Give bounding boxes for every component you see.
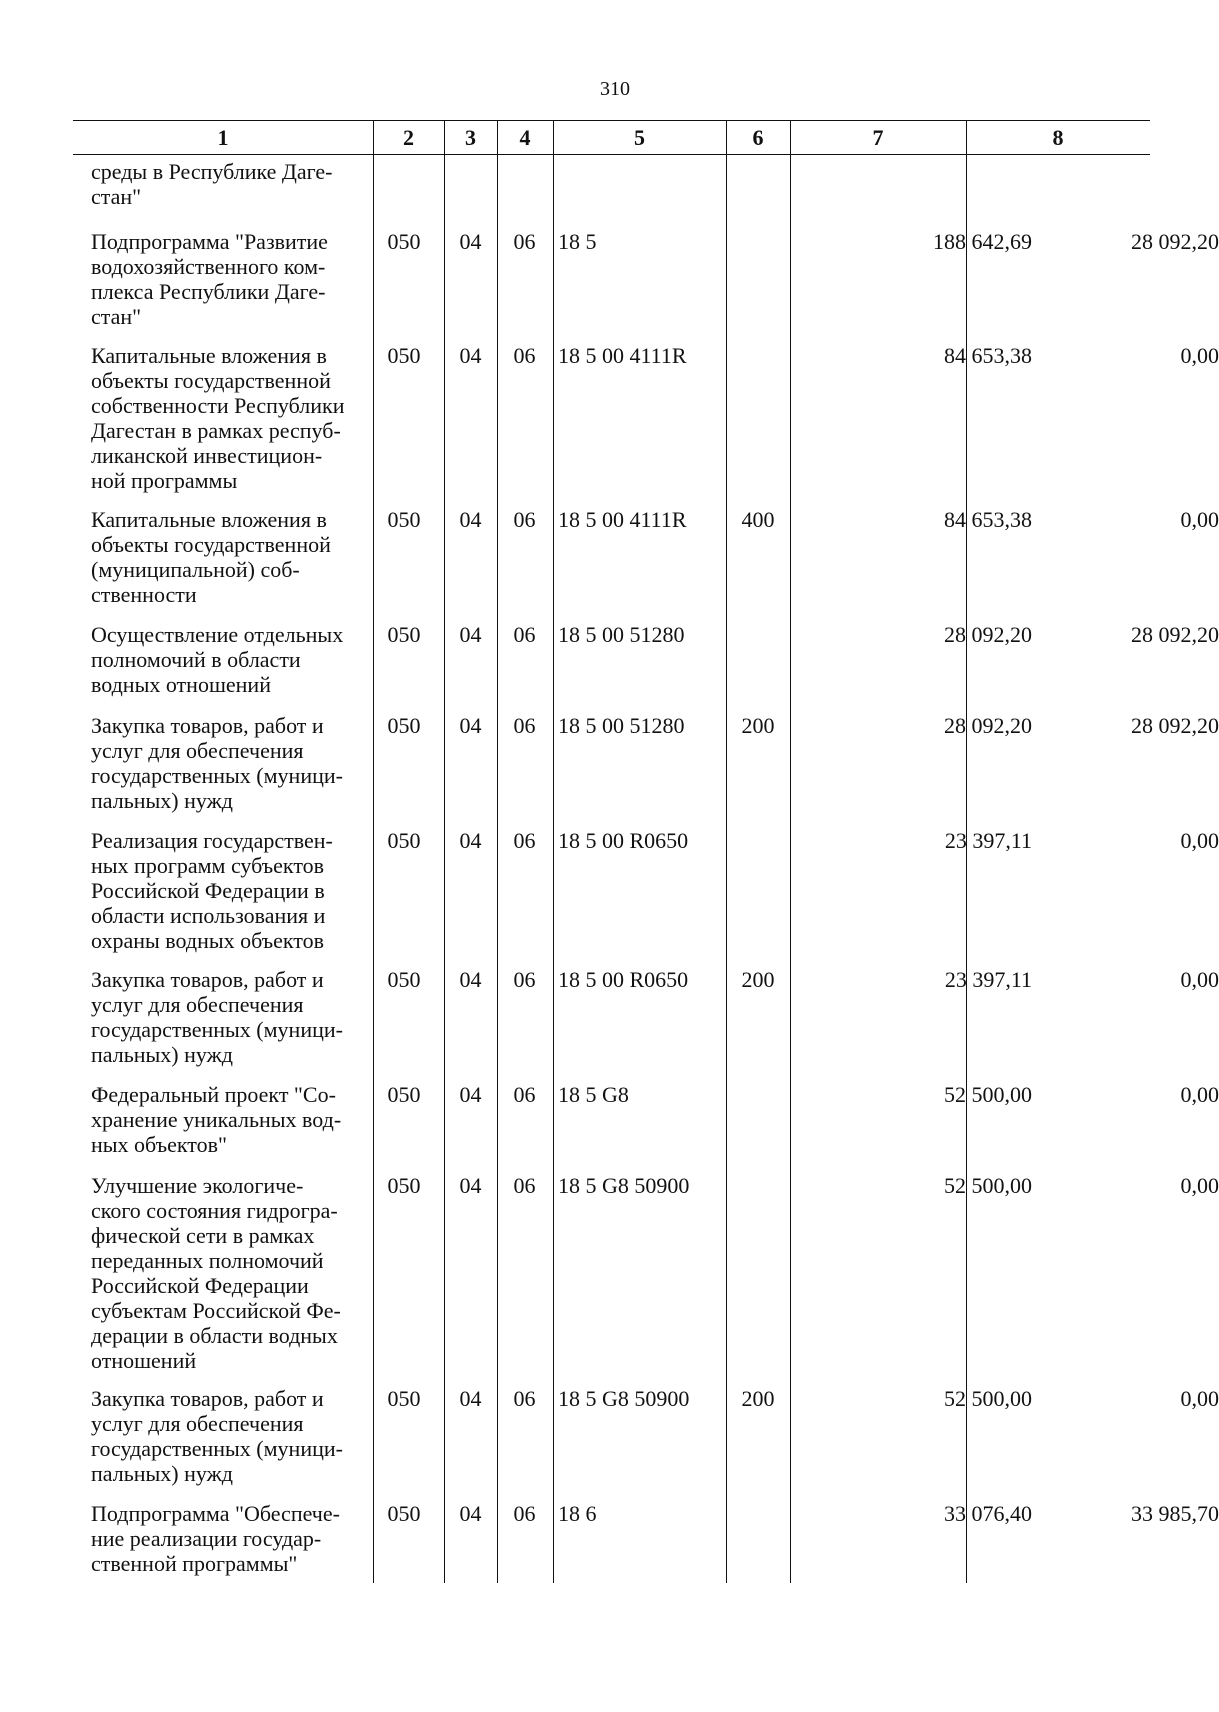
column-divider — [553, 121, 554, 1583]
cell-col-6: 400 — [741, 507, 775, 532]
cell-col-8: 0,00 — [1180, 1386, 1219, 1411]
cell-col-7: 23 397,11 — [944, 967, 1032, 992]
cell-col-3: 04 — [459, 229, 482, 254]
cell-col-5: 18 5 G8 50900 — [558, 1386, 690, 1411]
cell-col-2: 050 — [387, 967, 421, 992]
cell-col-7: 52 500,00 — [944, 1082, 1032, 1107]
cell-col-5: 18 5 00 51280 — [558, 713, 685, 738]
row-label: Подпрограмма "Обеспече- ние реализации государ- ственной программы" — [91, 1501, 340, 1576]
cell-col-8: 0,00 — [1180, 967, 1219, 992]
page-number: 310 — [600, 78, 630, 100]
cell-col-4: 06 — [513, 713, 536, 738]
cell-col-4: 06 — [513, 1501, 536, 1526]
cell-col-7: 23 397,11 — [944, 828, 1032, 853]
cell-col-3: 04 — [459, 1173, 482, 1198]
column-header-4: 4 — [519, 125, 531, 150]
cell-col-8: 0,00 — [1180, 1082, 1219, 1107]
cell-col-3: 04 — [459, 967, 482, 992]
cell-col-5: 18 5 00 51280 — [558, 622, 685, 647]
cell-col-3: 04 — [459, 622, 482, 647]
cell-col-7: 33 076,40 — [944, 1501, 1032, 1526]
cell-col-8: 0,00 — [1180, 343, 1219, 368]
cell-col-2: 050 — [387, 229, 421, 254]
cell-col-6: 200 — [741, 1386, 775, 1411]
column-header-3: 3 — [465, 125, 476, 150]
budget-table — [73, 120, 1219, 1583]
row-label: Реализация государствен- ных программ субъектов Российской Федерации в области использования и охраны водных объектов — [91, 828, 333, 953]
cell-col-5: 18 5 00 R0650 — [558, 967, 689, 992]
cell-col-2: 050 — [387, 507, 421, 532]
cell-col-2: 050 — [387, 1386, 421, 1411]
cell-col-2: 050 — [387, 1173, 421, 1198]
row-label: Капитальные вложения в объекты государственной (муниципальной) соб- ственности — [91, 507, 331, 607]
cell-col-4: 06 — [513, 229, 536, 254]
cell-col-4: 06 — [513, 1082, 536, 1107]
cell-col-4: 06 — [513, 507, 536, 532]
cell-col-7: 84 653,38 — [944, 343, 1032, 368]
cell-col-2: 050 — [387, 622, 421, 647]
cell-col-8: 0,00 — [1180, 828, 1219, 853]
cell-col-7: 188 642,69 — [933, 229, 1032, 254]
cell-col-5: 18 5 00 4111R — [558, 343, 687, 368]
cell-col-7: 28 092,20 — [944, 713, 1032, 738]
column-header-5: 5 — [634, 125, 645, 150]
cell-col-2: 050 — [387, 343, 421, 368]
row-label: Закупка товаров, работ и услуг для обеспечения государственных (муници- пальных) нужд — [91, 1386, 343, 1486]
cell-col-6: 200 — [741, 967, 775, 992]
row-label: Закупка товаров, работ и услуг для обеспечения государственных (муници- пальных) нужд — [91, 713, 343, 813]
cell-col-6: 200 — [741, 713, 775, 738]
row-label: Улучшение экологиче- ского состояния гидрогра- фической сети в рамках переданных полномочий Российской Федерации субъектам Российской Фе- дерации в области водных отношений — [91, 1173, 341, 1373]
cell-col-2: 050 — [387, 1501, 421, 1526]
cell-col-8: 0,00 — [1180, 507, 1219, 532]
cell-col-4: 06 — [513, 828, 536, 853]
cell-col-3: 04 — [459, 507, 482, 532]
row-label: Федеральный проект "Со- хранение уникальных вод- ных объектов" — [91, 1082, 342, 1157]
cell-col-8: 0,00 — [1180, 1173, 1219, 1198]
row-label: Закупка товаров, работ и услуг для обеспечения государственных (муници- пальных) нужд — [91, 967, 343, 1067]
column-header-8: 8 — [1052, 125, 1064, 150]
cell-col-3: 04 — [459, 343, 482, 368]
cell-col-5: 18 5 — [558, 229, 597, 254]
column-header-7: 7 — [872, 125, 884, 150]
cell-col-5: 18 5 00 R0650 — [558, 828, 689, 853]
column-header-2: 2 — [403, 125, 414, 150]
cell-col-5: 18 5 00 4111R — [558, 507, 687, 532]
cell-col-7: 52 500,00 — [944, 1173, 1032, 1198]
cell-col-7: 28 092,20 — [944, 622, 1032, 647]
cell-col-2: 050 — [387, 828, 421, 853]
cell-col-3: 04 — [459, 1082, 482, 1107]
cell-col-3: 04 — [459, 1386, 482, 1411]
cell-col-2: 050 — [387, 713, 421, 738]
cell-col-8: 28 092,20 — [1131, 622, 1219, 647]
row-label: Капитальные вложения в объекты государственной собственности Республики Дагестан в рамках респуб- ликанской инвестицион- ной программы — [91, 343, 345, 493]
cell-col-7: 52 500,00 — [944, 1386, 1032, 1411]
row-label: Подпрограмма "Развитие водохозяйственного ком- плекса Республики Даге- стан" — [91, 229, 328, 329]
cell-col-3: 04 — [459, 1501, 482, 1526]
cell-col-7: 84 653,38 — [944, 507, 1032, 532]
cell-col-8: 28 092,20 — [1131, 229, 1219, 254]
cell-col-4: 06 — [513, 1386, 536, 1411]
column-header-1: 1 — [217, 125, 229, 150]
cell-col-4: 06 — [513, 343, 536, 368]
header-divider — [73, 154, 1150, 155]
cell-col-4: 06 — [513, 622, 536, 647]
cell-col-5: 18 5 G8 50900 — [558, 1173, 690, 1198]
cell-col-8: 33 985,70 — [1131, 1501, 1219, 1526]
cell-col-8: 28 092,20 — [1131, 713, 1219, 738]
row-label: среды в Республике Даге- стан" — [91, 159, 333, 209]
cell-col-3: 04 — [459, 828, 482, 853]
row-label: Осуществление отдельных полномочий в области водных отношений — [91, 622, 344, 697]
cell-col-4: 06 — [513, 967, 536, 992]
cell-col-5: 18 6 — [558, 1501, 597, 1526]
cell-col-3: 04 — [459, 713, 482, 738]
cell-col-2: 050 — [387, 1082, 421, 1107]
column-header-6: 6 — [752, 125, 764, 150]
cell-col-5: 18 5 G8 — [558, 1082, 629, 1107]
cell-col-4: 06 — [513, 1173, 536, 1198]
